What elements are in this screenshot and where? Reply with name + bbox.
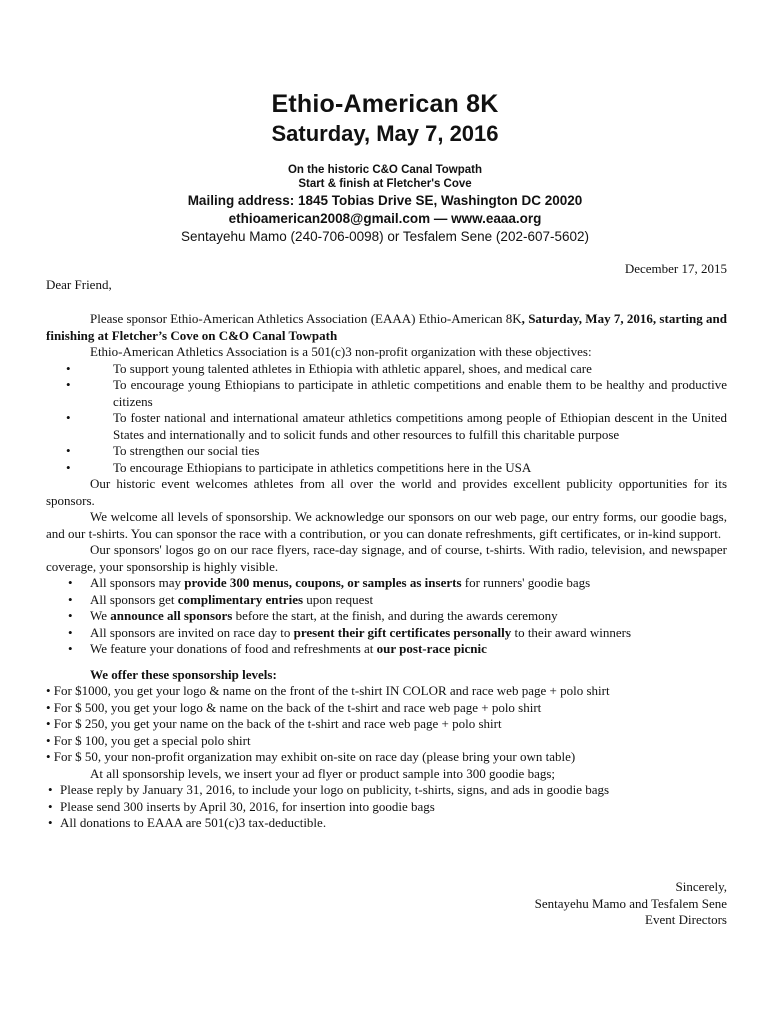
event-start-finish: Start & finish at Fletcher's Cove — [298, 178, 472, 190]
bullet-icon: • — [68, 575, 73, 590]
list-item: • For $ 250, you get your name on the back of the t-shirt and race web page + polo shirt — [46, 716, 502, 731]
objectives-intro: Ethio-American Athletics Association is a 501(c)3 non-profit organization with these objectives: — [90, 344, 592, 359]
intro-text: Please sponsor Ethio-American Athletics Association (EAAA) Ethio-American 8K — [90, 311, 522, 326]
list-item: • All sponsors are invited on race day to present their gift certificates personally to their award winners — [68, 624, 632, 640]
logos-paragraph: Our sponsors' logos go on our race flyers, race-day signage, and of course, t-shirts. With radio, television, and newspaper coverage, your sponsorship is highly visible. — [46, 542, 727, 574]
bullet-icon: • — [68, 624, 73, 640]
bullet-icon: • — [68, 608, 73, 623]
event-title: Ethio-American 8K — [271, 90, 499, 118]
signer-title: Event Directors — [645, 912, 727, 927]
event-location: On the historic C&O Canal Towpath — [287, 164, 483, 176]
list-item: • To encourage young Ethiopians to participate in athletic competitions and enable them to be healthy and productive citizens — [66, 377, 727, 409]
sponsorship-paragraph: We welcome all levels of sponsorship. We acknowledge our sponsors on our web page, our entry forms, our goodie bags, and our t-shirts. You can sponsor the race with a contribution, or you can donate refreshments, gift certificates, or in-kind support. — [46, 509, 727, 541]
publicity-paragraph: Our historic event welcomes athletes from all over the world and provides excellent publicity opportunities for its sponsors. — [46, 476, 727, 508]
list-item: • Please send 300 inserts by April 30, 2016, for insertion into goodie bags — [48, 798, 435, 814]
list-item: • For $ 500, you get your logo & name on the back of the t-shirt and race web page + polo shirt — [46, 699, 542, 715]
bullet-icon: • — [66, 410, 71, 425]
bullet-icon: • — [66, 443, 71, 458]
letter-body — [46, 311, 727, 832]
bullet-icon: • — [66, 459, 71, 475]
list-item: • All sponsors may provide 300 menus, coupons, or samples as inserts for runners' goodie bags — [68, 575, 591, 590]
bullet-icon: • — [66, 360, 71, 376]
levels-list — [46, 683, 727, 766]
event-date: Saturday, May 7, 2016 — [271, 121, 499, 146]
list-item: • For $1000, you get your logo & name on the front of the t-shirt IN COLOR and race web page + polo shirt — [46, 683, 610, 698]
objectives-list — [46, 361, 727, 477]
list-item: • All donations to EAAA are 501(c)3 tax-deductible. — [48, 815, 327, 830]
salutation: Dear Friend, — [46, 277, 112, 292]
list-item: • To foster national and international amateur athletics competitions among people of Ethiopian descent in the United States and internationally and to solicit funds and other resources to fulfill this charitable purpose — [66, 410, 727, 442]
list-item: • For $ 50, your non-profit organization may exhibit on-site on race day (please bring your own table) — [46, 749, 576, 764]
list-item: • Please reply by January 31, 2016, to include your logo on publicity, t-shirts, signs, and ads in goodie bags — [48, 782, 610, 797]
intro-paragraph — [46, 311, 727, 344]
list-item: • We announce all sponsors before the start, at the finish, and during the awards ceremony — [68, 608, 558, 623]
letter-date: December 17, 2015 — [624, 261, 727, 276]
list-item: • To support young talented athletes in Ethiopia with athletic apparel, shoes, and medical care — [66, 360, 592, 376]
bullet-icon: • — [66, 377, 71, 392]
notes-list — [46, 782, 727, 832]
list-item: • We feature your donations of food and refreshments at our post-race picnic — [68, 641, 487, 656]
mailing-address: Mailing address: 1845 Tobias Drive SE, Washington DC 20020 — [187, 193, 583, 208]
levels-heading: We offer these sponsorship levels: — [90, 666, 277, 682]
signature-block — [535, 879, 727, 929]
bullet-icon: • — [68, 641, 73, 656]
benefits-list — [46, 575, 727, 658]
intro-bold-text: , Saturday, May 7, 2016, starting and finishing at Fletcher’s Cove on C&O Canal Towpath — [46, 311, 727, 343]
contact-phones: Sentayehu Mamo (240-706-0098) or Tesfalem Sene (202-607-5602) — [181, 229, 589, 244]
spacer — [46, 658, 727, 667]
bullet-icon: • — [68, 591, 73, 607]
bullet-icon: • — [48, 815, 53, 830]
list-item: • To strengthen our social ties — [66, 443, 260, 458]
all-levels-note: At all sponsorship levels, we insert your ad flyer or product sample into 300 goodie bags; — [90, 765, 556, 781]
bullet-icon: • — [48, 782, 53, 797]
list-item: • For $ 100, you get a special polo shirt — [46, 732, 251, 748]
email-website: ethioamerican2008@gmail.com — www.eaaa.org — [228, 211, 542, 226]
list-item: • All sponsors get complimentary entries upon request — [68, 591, 374, 607]
list-item: • To encourage Ethiopians to participate in athletics competitions here in the USA — [66, 459, 532, 475]
signers: Sentayehu Mamo and Tesfalem Sene — [534, 895, 727, 911]
closing: Sincerely, — [675, 879, 727, 894]
bullet-icon: • — [48, 798, 53, 814]
